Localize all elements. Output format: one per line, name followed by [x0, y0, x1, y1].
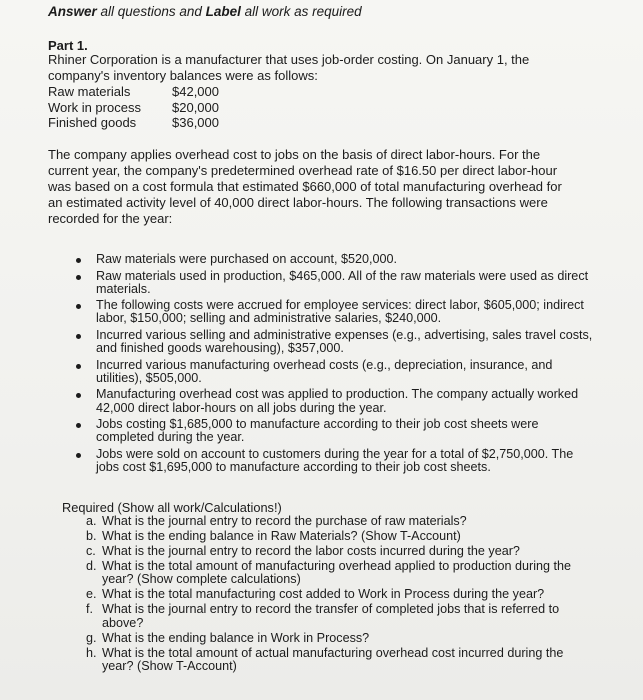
question-letter: g. [86, 630, 97, 645]
question-letter: e. [86, 587, 97, 602]
transaction-text: The following costs were accrued for employee services: direct labor, $605,000; indirect labor, $150,000; selling and administrative salaries, $240,000. [96, 298, 584, 326]
question-letter: b. [86, 529, 97, 543]
question-item [86, 515, 586, 528]
header-suffix: all work as required [240, 4, 362, 19]
transaction-text: Incurred various manufacturing overhead costs (e.g., depreciation, insurance, and utilities), $505,000. [96, 357, 553, 385]
bullet-icon [76, 258, 81, 263]
question-text: What is the ending balance in Work in Process? [102, 630, 370, 645]
required-heading: Required (Show all work/Calculations!) [62, 500, 282, 515]
bullet-icon [76, 364, 81, 369]
question-text: What is the total manufacturing cost added to Work in Process during the year? [102, 587, 545, 602]
transaction-text: Jobs were sold on account to customers during the year for a total of $2,750,000. The jobs cost $1,695,000 to manufacture according to their job cost sheets. [96, 446, 574, 474]
bullet-icon [76, 275, 81, 280]
inventory-row [48, 115, 242, 131]
question-item [86, 603, 586, 630]
transaction-text: Incurred various selling and administrative expenses (e.g., advertising, sales travel costs, and finished goods warehousing), $357,000. [96, 327, 593, 356]
question-item [86, 530, 586, 543]
header-answer: Answer [48, 4, 97, 19]
bullet-icon [76, 453, 81, 458]
question-text: What is the journal entry to record the transfer of completed jobs that is referred to above? [102, 602, 560, 630]
question-item [86, 588, 586, 601]
question-letter: a. [86, 514, 97, 528]
transaction-item [76, 329, 596, 355]
bullet-icon [76, 304, 81, 309]
transaction-item [76, 299, 596, 325]
question-text: What is the journal entry to record the labor costs incurred during the year? [102, 544, 520, 558]
inventory-balances [48, 84, 242, 131]
inventory-value: $42,000 [172, 84, 219, 99]
part-title: Part 1. [48, 38, 88, 53]
overhead-paragraph: The company applies overhead cost to jobs on the basis of direct labor-hours. For the current year, the company's predetermined overhead rate of $16.50 per direct labor-hour was based on a cost formula that estimated $660,000 of total manufacturing overhead for an estimated activity level of 40,000 direct labor-hours. The following transactions were recorded for the year: [48, 147, 562, 226]
question-letter: c. [86, 544, 96, 558]
inventory-label: Finished goods [48, 115, 137, 130]
inventory-label: Work in process [48, 99, 141, 115]
question-text: What is the total amount of actual manufacturing overhead cost incurred during the year? (Show T-Account) [102, 645, 564, 674]
transaction-item [76, 388, 596, 414]
transaction-item [76, 253, 596, 266]
header-label-word: Label [205, 4, 241, 19]
question-item [86, 545, 586, 558]
questions-list [86, 515, 586, 675]
transactions-list [76, 253, 596, 477]
instructions-header [48, 4, 362, 19]
transaction-text: Raw materials used in production, $465,000. All of the raw materials were used as direct materials. [96, 268, 589, 296]
bullet-icon [76, 423, 81, 428]
header-middle: all questions and [96, 4, 206, 19]
question-text: What is the ending balance in Raw Materials? (Show T-Account) [102, 529, 461, 543]
transaction-item [76, 418, 596, 444]
question-item [86, 647, 586, 674]
question-letter: f. [86, 602, 93, 617]
inventory-value: $20,000 [172, 99, 219, 115]
inventory-label: Raw materials [48, 84, 131, 99]
inventory-row [48, 100, 242, 116]
question-letter: d. [86, 559, 97, 573]
question-text: What is the journal entry to record the purchase of raw materials? [102, 514, 467, 528]
question-text: What is the total amount of manufacturing overhead applied to production during the year? (Show complete calculations) [102, 559, 572, 587]
bullet-icon [76, 334, 81, 339]
bullet-icon [76, 393, 81, 398]
question-item [86, 560, 586, 587]
transaction-text: Jobs costing $1,685,000 to manufacture according to their job cost sheets were completed during the year. [96, 417, 539, 445]
transaction-item [76, 270, 596, 296]
inventory-value: $36,000 [172, 115, 219, 130]
question-item [86, 632, 586, 645]
transaction-item [76, 448, 596, 474]
transaction-text: Raw materials were purchased on account, $520,000. [96, 252, 398, 266]
transaction-text: Manufacturing overhead cost was applied to production. The company actually worked 42,000 direct labor-hours on all jobs during the year. [96, 387, 579, 415]
intro-paragraph: Rhiner Corporation is a manufacturer that uses job-order costing. On January 1, the company's inventory balances were as follows: [48, 52, 530, 83]
inventory-row [48, 84, 242, 100]
transaction-item [76, 359, 596, 385]
question-letter: h. [86, 645, 97, 660]
